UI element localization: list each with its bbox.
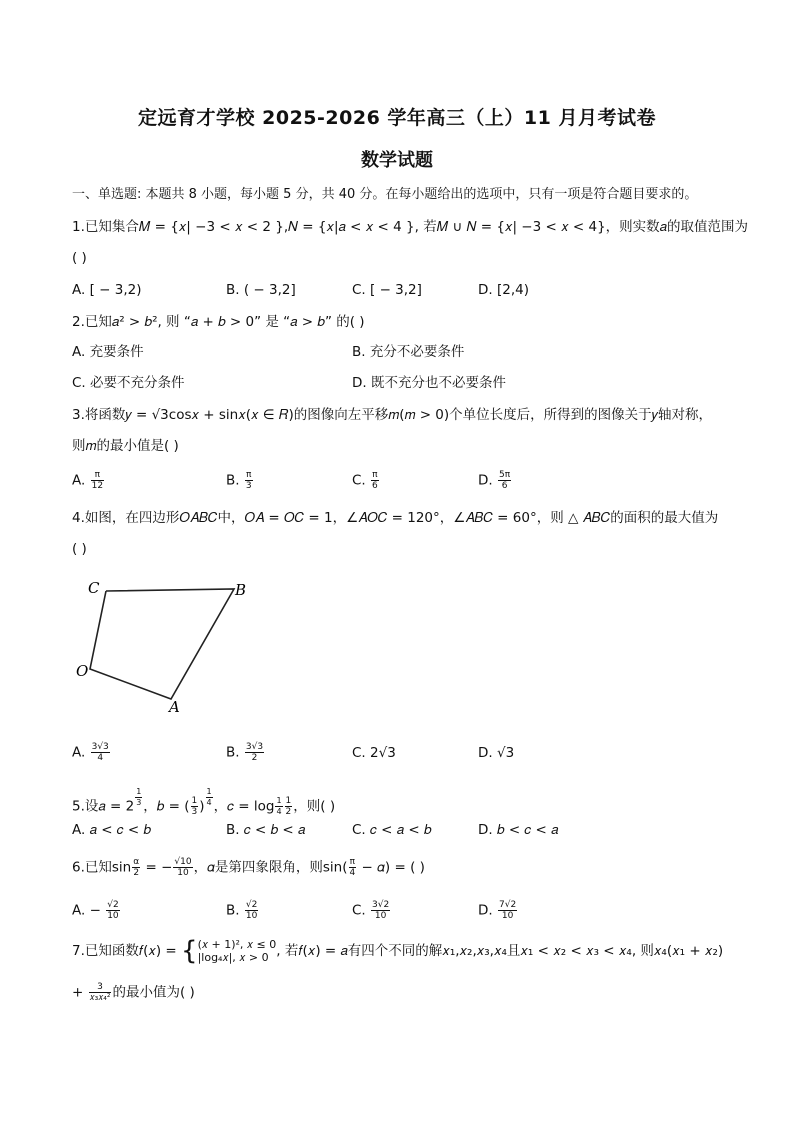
q6-option-c: C. $\frac{3√2}{10}$ (352, 900, 390, 921)
quadrilateral-outline (90, 589, 234, 699)
q1-option-d: D. [2,4) (478, 282, 529, 298)
q3-stem-2: 则𝑚的最小值是( ) (72, 438, 179, 454)
figure-label-c: C (88, 579, 100, 597)
q2-option-d: D. 既不充分也不必要条件 (352, 375, 506, 391)
q4-option-c: C. 2√3 (352, 745, 396, 761)
figure-label-a: A (169, 698, 180, 716)
q4-paren: ( ) (72, 541, 87, 557)
q4-option-b: B. $\frac{3√3}{2}$ (226, 742, 264, 763)
q1-paren: ( ) (72, 250, 87, 266)
page-subtitle: 数学试题 (361, 150, 433, 171)
q1-option-c: C. [ − 3,2] (352, 282, 422, 298)
figure-label-b: B (235, 581, 247, 599)
q2-option-b: B. 充分不必要条件 (352, 344, 465, 360)
q6-option-d: D. $\frac{7√2}{10}$ (478, 900, 517, 921)
q7-stem-2: + $\frac{3}{\text{𝑥₃𝑥₄²}}$ 的最小值为( ) (72, 982, 195, 1003)
q4-option-a: A. $\frac{3√3}{4}$ (72, 742, 109, 763)
q3-option-a: A. $\frac{\pi}{12}$ (72, 470, 104, 491)
q2-option-c: C. 必要不充分条件 (72, 375, 185, 391)
q6-option-a: A. − $\frac{√2}{10}$ (72, 900, 119, 921)
quadrilateral-figure (72, 570, 272, 720)
q1-stem: 1.已知集合𝑀 = {𝑥| −3 < 𝑥 < 2 },𝑁 = {𝑥|𝑎 < 𝑥 < 4 }, 若𝑀 ∪ 𝑁 = {𝑥| −3 < 𝑥 < 4}，则实数𝑎的取值范围为 (72, 219, 749, 235)
q4-option-d: D. √3 (478, 745, 515, 761)
q7-stem: 7.已知函数𝑓(𝑥) = { (𝑥 + 1)², 𝑥 ≤ 0 |log₄𝑥|, 𝑥 > 0 , 若𝑓(𝑥) = 𝑎有四个不同的解𝑥₁,𝑥₂,𝑥₃,𝑥₄且𝑥₁ < 𝑥₂ < 𝑥₃ < 𝑥₄, 则𝑥₄(𝑥₁ + 𝑥₂) (72, 936, 724, 966)
q3-option-d: D. $\frac{5\pi}{6}$ (478, 470, 511, 491)
q3-stem: 3.将函数𝑦 = √3cos𝑥 + sin𝑥(𝑥 ∈ 𝑅)的图像向左平移𝑚(𝑚 > 0)个单位长度后，所得到的图像关于𝑦轴对称， (72, 407, 712, 423)
figure-label-o: O (76, 662, 89, 680)
q6-option-b: B. $\frac{√2}{10}$ (226, 900, 258, 921)
q5-option-b: B. 𝑐 < 𝑏 < 𝑎 (226, 822, 306, 838)
q3-option-b: B. $\frac{\pi}{3}$ (226, 470, 252, 491)
q2-stem: 2.已知𝑎² > 𝑏², 则 “𝑎 + 𝑏 > 0” 是 “𝑎 > 𝑏” 的( ) (72, 314, 365, 330)
q6-stem: 6.已知sin $\frac{\alpha}{2}$ = − $\frac{√10}{10}$ ，𝛼是第四象限角，则sin( $\frac{\pi}{4}$ − 𝛼) = ( ) (72, 857, 425, 878)
page-title: 定远育才学校 2025-2026 学年高三（上）11 月月考试卷 (138, 107, 656, 129)
q1-option-b: B. ( − 3,2] (226, 282, 296, 298)
section-heading: 一、单选题: 本题共 8 小题，每小题 5 分，共 40 分。在每小题给出的选项中，只有一项是符合题目要求的。 (72, 187, 698, 202)
q3-option-c: C. $\frac{\pi}{6}$ (352, 470, 378, 491)
q5-option-d: D. 𝑏 < 𝑐 < 𝑎 (478, 822, 559, 838)
q4-stem: 4.如图，在四边形𝑂𝐴𝐵𝐶中，𝑂𝐴 = 𝑂𝐶 = 1，∠𝐴𝑂𝐶 = 120°，∠𝐴𝐵𝐶 = 60°，则 △ 𝐴𝐵𝐶的面积的最大值为 (72, 510, 719, 526)
q2-option-a: A. 充要条件 (72, 344, 144, 360)
q5-option-c: C. 𝑐 < 𝑎 < 𝑏 (352, 822, 432, 838)
q5-option-a: A. 𝑎 < 𝑐 < 𝑏 (72, 822, 152, 838)
q1-option-a: A. [ − 3,2) (72, 282, 142, 298)
q5-stem: 5.设𝑎 = 2 $\frac{1}{3}$ ，𝑏 = ( $\frac{1}{3}$ ) $\frac{1}{4}$ ，𝑐 = log $\frac{1}{4}$ $\frac{1}{2}$ ，则( ) (72, 787, 336, 817)
